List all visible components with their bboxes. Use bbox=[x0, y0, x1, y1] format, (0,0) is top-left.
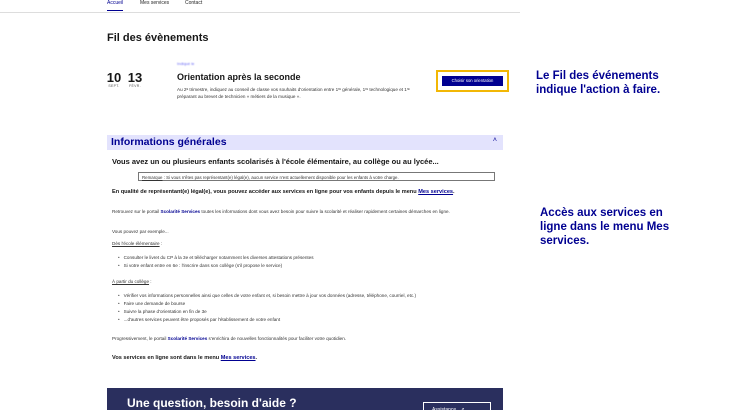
end-day: 13 bbox=[127, 70, 143, 85]
event-end-date bbox=[124, 71, 146, 88]
top-navigation bbox=[0, 0, 520, 13]
elementary-heading-colon: : bbox=[159, 241, 163, 246]
legal-paragraph bbox=[112, 189, 512, 196]
start-month: SEPT. bbox=[108, 84, 120, 88]
college-list bbox=[118, 292, 416, 324]
remark-label: Remarque bbox=[142, 175, 163, 180]
event-tag: Indiqué le bbox=[177, 61, 195, 66]
elementary-heading bbox=[112, 241, 162, 248]
help-title: Une question, besoin d'aide ? bbox=[127, 396, 297, 410]
section-title: Informations générales bbox=[111, 136, 227, 148]
list-item: • Faire une demande de bourse bbox=[118, 300, 416, 308]
chevron-up-icon[interactable]: ˄ bbox=[492, 137, 497, 144]
end-month: FÉVR. bbox=[129, 84, 141, 88]
assistance-label: Assistance bbox=[432, 407, 457, 413]
final-text: Vos services en ligne sont dans le menu bbox=[112, 355, 221, 361]
mes-services-link[interactable]: Mes services bbox=[418, 189, 454, 195]
legal-text: En qualité de représentant(e) légal(e), vous pouvez accéder aux services en ligne pour vos enfants depuis le menu bbox=[112, 189, 419, 195]
final-paragraph bbox=[112, 355, 257, 362]
info-section-header[interactable] bbox=[107, 135, 503, 150]
legal-end: . bbox=[453, 189, 455, 195]
page-title: Fil des évènements bbox=[107, 32, 209, 44]
start-day: 10 bbox=[106, 70, 122, 85]
external-link-icon: ↗ bbox=[460, 407, 465, 413]
tab-contact[interactable]: Contact bbox=[185, 0, 203, 6]
progress-paragraph bbox=[112, 336, 502, 343]
event-description: Au 2ᵉ trimestre, indiquez au conseil de classe vos souhaits d'orientation entre 1ʳᵉ générale, 1ʳᵉ technologique et 1ʳᵉ préparant au brevet de technicien « métiers de la musique ». bbox=[177, 87, 410, 99]
examples-intro: Vous pouvez par exemple... bbox=[112, 229, 169, 234]
scolarite-services-link[interactable]: Scolarité Services bbox=[160, 209, 201, 214]
event-start-date bbox=[103, 71, 125, 88]
choose-orientation-button[interactable]: Choisir son orientation bbox=[442, 76, 503, 86]
elementary-list bbox=[118, 254, 314, 270]
college-heading-text: À partir du collège bbox=[112, 279, 150, 284]
remark-text: : Si vous n'êtes pas représentant(e) légal(e), aucun service n'est actuellement disponible pour les enfants à votre charge. bbox=[162, 175, 399, 180]
event-title: Orientation après la seconde bbox=[177, 72, 301, 82]
info-subheading: Vous avez un ou plusieurs enfants scolarisés à l'école élémentaire, au collège ou au lycée... bbox=[112, 157, 439, 166]
help-banner bbox=[107, 388, 503, 413]
elementary-heading-text: Dès l'école élémentaire bbox=[112, 241, 160, 246]
portal-paragraph bbox=[112, 209, 497, 216]
college-heading-colon: : bbox=[149, 279, 152, 284]
progress-post: s'enrichira de nouvelles fonctionnalités pour faciliter votre quotidien. bbox=[207, 336, 347, 341]
scolarite-services-link-2[interactable]: Scolarité Services bbox=[167, 336, 208, 341]
callout-services: Accès aux services en ligne dans le menu Mes services. bbox=[540, 207, 670, 247]
mes-services-link-2[interactable]: Mes services bbox=[220, 355, 256, 361]
remark-box bbox=[138, 172, 495, 181]
callout-feed: Le Fil des événements indique l'action à faire. bbox=[536, 70, 661, 96]
assistance-button[interactable] bbox=[423, 402, 491, 416]
list-item: • Consulter le livret du CP à la 3e et télécharger notamment les diverses attestations présentes bbox=[118, 254, 314, 262]
portal-pre: Retrouvez sur le portail bbox=[112, 209, 161, 214]
tab-mes-services[interactable]: Mes services bbox=[140, 0, 170, 6]
final-end: . bbox=[255, 355, 258, 361]
list-item: • ...d'autres services peuvent être proposés par l'établissement de votre enfant bbox=[118, 316, 416, 324]
college-heading bbox=[112, 279, 152, 286]
tab-accueil[interactable]: Accueil bbox=[107, 0, 123, 11]
list-item: • Suivre la phase d'orientation en fin de 3e bbox=[118, 308, 416, 316]
list-item: • Vérifier vos informations personnelles ainsi que celles de votre enfant et, si besoin mettre à jour vos données (adresse, téléphone, courriel, etc.) bbox=[118, 292, 416, 300]
progress-pre: Progressivement, le portail bbox=[112, 336, 168, 341]
list-item: • Si votre enfant entre en 6e : l'inscrire dans son collège (s'il propose le service) bbox=[118, 262, 314, 270]
portal-post: toutes les informations dont vous avez besoin pour suivre la scolarité et réaliser rapidement certaines démarches en ligne. bbox=[200, 209, 450, 214]
